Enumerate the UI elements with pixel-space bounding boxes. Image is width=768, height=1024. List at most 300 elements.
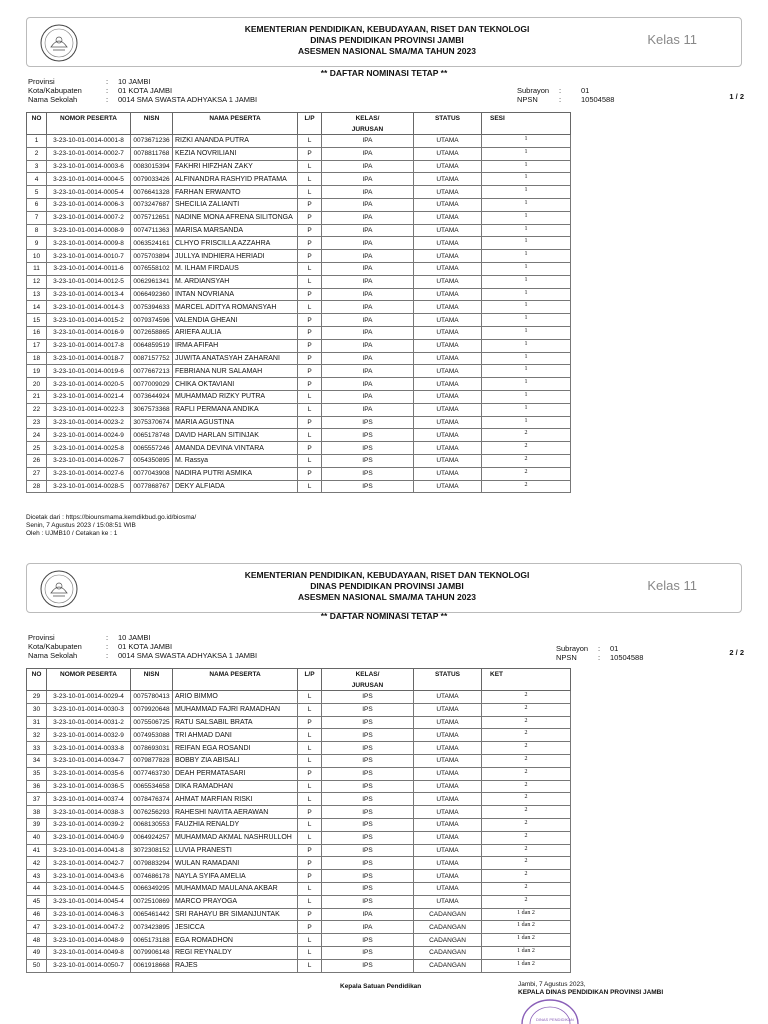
cell-kelas: IPA	[322, 314, 414, 327]
cell-sesi: 1	[482, 390, 571, 403]
cell-status: UTAMA	[414, 314, 482, 327]
cell-nomor-peserta: 3-23-10-01-0014-0041-8	[47, 844, 131, 857]
cell-sesi: 1	[482, 198, 571, 211]
table-row	[27, 716, 571, 729]
table-row	[27, 831, 571, 844]
cell-status: UTAMA	[414, 703, 482, 716]
cell-kelas: IPS	[322, 857, 414, 870]
cell-no: 46	[27, 908, 47, 921]
cell-nisn: 0079906148	[131, 946, 173, 959]
cell-status: UTAMA	[414, 767, 482, 780]
table-row	[27, 442, 571, 455]
header-title	[147, 24, 627, 57]
cell-status: UTAMA	[414, 844, 482, 857]
cell-nisn: 0073671236	[131, 135, 173, 148]
cell-status: UTAMA	[414, 173, 482, 186]
cell-status: UTAMA	[414, 780, 482, 793]
colon: :	[559, 86, 562, 95]
cell-no: 37	[27, 793, 47, 806]
cell-nama: AMANDA DEVINA VINTARA	[173, 442, 298, 455]
cell-nomor-peserta: 3-23-10-01-0014-0033-8	[47, 742, 131, 755]
cell-status: UTAMA	[414, 895, 482, 908]
cell-nomor-peserta: 3-23-10-01-0014-0037-4	[47, 793, 131, 806]
table-row	[27, 275, 571, 288]
table-row	[27, 754, 571, 767]
cell-status: CADANGAN	[414, 921, 482, 934]
cell-lp: P	[298, 844, 322, 857]
cell-nomor-peserta: 3-23-10-01-0014-0012-5	[47, 275, 131, 288]
cell-status: UTAMA	[414, 262, 482, 275]
kota-value: 01 KOTA JAMBI	[118, 642, 173, 651]
sekolah-value: 0014 SMA SWASTA ADHYAKSA 1 JAMBI	[118, 651, 258, 660]
kota-label: Kota/Kabupaten	[28, 86, 82, 95]
cell-no: 22	[27, 403, 47, 416]
cell-kelas: IPS	[322, 934, 414, 947]
cell-nomor-peserta: 3-23-10-01-0014-0009-8	[47, 237, 131, 250]
cell-no: 50	[27, 959, 47, 972]
cell-status: UTAMA	[414, 831, 482, 844]
cell-nama: NAYLA SYIFA AMELIA	[173, 870, 298, 883]
cell-lp: L	[298, 882, 322, 895]
cell-nisn: 0065534658	[131, 780, 173, 793]
cell-lp: L	[298, 754, 322, 767]
cell-nisn: 0062961341	[131, 275, 173, 288]
cell-nisn: 0074711363	[131, 224, 173, 237]
cell-nisn: 3067573368	[131, 403, 173, 416]
cell-nomor-peserta: 3-23-10-01-0014-0016-9	[47, 326, 131, 339]
cell-no: 35	[27, 767, 47, 780]
tut-wuri-handayani-logo-icon	[39, 569, 79, 609]
cell-kelas: IPA	[322, 921, 414, 934]
cell-nomor-peserta: 3-23-10-01-0014-0005-4	[47, 186, 131, 199]
cell-sesi: 2	[482, 442, 571, 455]
cell-nomor-peserta: 3-23-10-01-0014-0019-6	[47, 365, 131, 378]
cell-no: 2	[27, 147, 47, 160]
page-number: 1 / 2	[729, 92, 744, 101]
col-status: STATUS	[414, 113, 482, 135]
header-title	[147, 570, 627, 603]
cell-nama: FARHAN ERWANTO	[173, 186, 298, 199]
cell-nisn: 0079883294	[131, 857, 173, 870]
cell-sesi: 1 dan 2	[482, 946, 571, 959]
cell-sesi: 2	[482, 767, 571, 780]
cell-nama: SHECILIA ZALIANTI	[173, 198, 298, 211]
cell-sesi: 1	[482, 378, 571, 391]
colon: :	[106, 642, 109, 651]
cell-lp: P	[298, 198, 322, 211]
cell-nomor-peserta: 3-23-10-01-0014-0050-7	[47, 959, 131, 972]
cell-nisn: 0072510869	[131, 895, 173, 908]
cell-nisn: 0065178748	[131, 429, 173, 442]
cell-nama: RAFLI PERMANA ANDIKA	[173, 403, 298, 416]
cell-no: 27	[27, 467, 47, 480]
cell-nisn: 3072308152	[131, 844, 173, 857]
cell-no: 20	[27, 378, 47, 391]
colon: :	[598, 653, 601, 662]
cell-nomor-peserta: 3-23-10-01-0014-0036-5	[47, 780, 131, 793]
cell-nomor-peserta: 3-23-10-01-0014-0018-7	[47, 352, 131, 365]
table-row	[27, 959, 571, 972]
cell-nama: JULLYA INDHIERA HERIADI	[173, 250, 298, 263]
cell-nama: REIFAN EGA ROSANDI	[173, 742, 298, 755]
table-row	[27, 288, 571, 301]
kelas-label: Kelas 11	[647, 32, 697, 47]
cell-nisn: 0079374596	[131, 314, 173, 327]
col-jurusan: JURUSAN	[351, 682, 384, 689]
cell-sesi: 2	[482, 754, 571, 767]
cell-nomor-peserta: 3-23-10-01-0014-0030-3	[47, 703, 131, 716]
cell-status: UTAMA	[414, 857, 482, 870]
cell-lp: P	[298, 767, 322, 780]
cell-nomor-peserta: 3-23-10-01-0014-0001-8	[47, 135, 131, 148]
cell-status: UTAMA	[414, 870, 482, 883]
cell-nisn: 0072658865	[131, 326, 173, 339]
cell-nisn: 0078476374	[131, 793, 173, 806]
table-header-row	[27, 113, 571, 135]
cell-lp: L	[298, 703, 322, 716]
cell-kelas: IPA	[322, 352, 414, 365]
cell-no: 8	[27, 224, 47, 237]
cell-kelas: IPA	[322, 237, 414, 250]
cell-sesi: 1	[482, 365, 571, 378]
cell-kelas: IPA	[322, 275, 414, 288]
table-row	[27, 454, 571, 467]
table-row	[27, 416, 571, 429]
cell-nomor-peserta: 3-23-10-01-0014-0004-5	[47, 173, 131, 186]
subrayon-value: 01	[610, 644, 619, 653]
cell-lp: P	[298, 250, 322, 263]
cell-lp: L	[298, 793, 322, 806]
cell-nomor-peserta: 3-23-10-01-0014-0002-7	[47, 147, 131, 160]
cell-nama: WULAN RAMADANI	[173, 857, 298, 870]
cell-nomor-peserta: 3-23-10-01-0014-0015-2	[47, 314, 131, 327]
participant-table	[26, 112, 571, 493]
kadis-label: KEPALA DINAS PENDIDIKAN PROVINSI JAMBI	[518, 989, 664, 996]
cell-nama: RIZKI ANANDA PUTRA	[173, 135, 298, 148]
cell-lp: P	[298, 806, 322, 819]
cell-nomor-peserta: 3-23-10-01-0014-0048-9	[47, 934, 131, 947]
cell-nisn: 0075394633	[131, 301, 173, 314]
colon: :	[106, 95, 109, 104]
cell-lp: L	[298, 186, 322, 199]
cell-sesi: 1 dan 2	[482, 959, 571, 972]
cell-no: 14	[27, 301, 47, 314]
cell-sesi: 1	[482, 224, 571, 237]
cell-nisn: 0066349295	[131, 882, 173, 895]
cell-lp: P	[298, 921, 322, 934]
cell-nomor-peserta: 3-23-10-01-0014-0027-6	[47, 467, 131, 480]
cell-no: 31	[27, 716, 47, 729]
cell-nama: REGI REYNALDY	[173, 946, 298, 959]
colon: :	[559, 95, 562, 104]
table-row	[27, 339, 571, 352]
cell-no: 49	[27, 946, 47, 959]
table-row	[27, 403, 571, 416]
cell-sesi: 1	[482, 275, 571, 288]
cell-nama: MUHAMMAD FAJRI RAMADHAN	[173, 703, 298, 716]
cell-sesi: 2	[482, 429, 571, 442]
print-by: Oleh : UJMB10 / Cetakan ke : 1	[26, 530, 118, 537]
cell-lp: L	[298, 729, 322, 742]
cell-sesi: 2	[482, 729, 571, 742]
cell-nisn: 0073247687	[131, 198, 173, 211]
cell-nama: DIKA RAMADHAN	[173, 780, 298, 793]
col-lp: L/P	[298, 669, 322, 691]
stamp-text: DINAS PENDIDIKAN	[536, 1017, 574, 1022]
table-row	[27, 211, 571, 224]
col-kelas-jurusan	[322, 113, 414, 135]
col-no: NO	[27, 113, 47, 135]
cell-nomor-peserta: 3-23-10-01-0014-0021-4	[47, 390, 131, 403]
cell-lp: L	[298, 429, 322, 442]
cell-lp: L	[298, 262, 322, 275]
table-row	[27, 934, 571, 947]
cell-kelas: IPS	[322, 754, 414, 767]
cell-nomor-peserta: 3-23-10-01-0014-0046-3	[47, 908, 131, 921]
cell-sesi: 1	[482, 211, 571, 224]
cell-status: UTAMA	[414, 365, 482, 378]
cell-sesi: 1	[482, 339, 571, 352]
cell-nama: RAHESHI NAVITA AERAWAN	[173, 806, 298, 819]
cell-nomor-peserta: 3-23-10-01-0014-0014-3	[47, 301, 131, 314]
cell-no: 7	[27, 211, 47, 224]
cell-nomor-peserta: 3-23-10-01-0014-0013-4	[47, 288, 131, 301]
cell-kelas: IPS	[322, 806, 414, 819]
cell-kelas: IPS	[322, 416, 414, 429]
cell-no: 29	[27, 691, 47, 704]
cell-no: 32	[27, 729, 47, 742]
cell-status: UTAMA	[414, 403, 482, 416]
table-row	[27, 882, 571, 895]
colon: :	[106, 77, 109, 86]
cell-no: 11	[27, 262, 47, 275]
cell-nama: NADIRA PUTRI ASMIKA	[173, 467, 298, 480]
cell-nama: NADINE MONA AFRENA SILITONGA	[173, 211, 298, 224]
cell-nama: FAKHRI HIFZHAN ZAKY	[173, 160, 298, 173]
cell-lp: L	[298, 742, 322, 755]
cell-lp: L	[298, 173, 322, 186]
cell-nama: TRI AHMAD DANI	[173, 729, 298, 742]
cell-kelas: IPA	[322, 908, 414, 921]
cell-status: UTAMA	[414, 454, 482, 467]
cell-status: UTAMA	[414, 160, 482, 173]
cell-sesi: 1	[482, 186, 571, 199]
print-info	[26, 514, 196, 538]
cell-nisn: 0077463730	[131, 767, 173, 780]
cell-nisn: 0078693031	[131, 742, 173, 755]
cell-status: UTAMA	[414, 147, 482, 160]
col-kelas-jurusan	[322, 669, 414, 691]
cell-nama: ARIEFA AULIA	[173, 326, 298, 339]
cell-nomor-peserta: 3-23-10-01-0014-0028-5	[47, 480, 131, 493]
table-row	[27, 742, 571, 755]
cell-nomor-peserta: 3-23-10-01-0014-0003-6	[47, 160, 131, 173]
cell-lp: P	[298, 314, 322, 327]
cell-lp: P	[298, 326, 322, 339]
participant-table	[26, 668, 571, 973]
table-row	[27, 198, 571, 211]
cell-status: UTAMA	[414, 754, 482, 767]
cell-kelas: IPA	[322, 365, 414, 378]
cell-nisn: 0068130553	[131, 818, 173, 831]
col-ket: KET	[482, 669, 571, 691]
cell-sesi: 1	[482, 173, 571, 186]
subrayon-info	[556, 644, 643, 662]
cell-kelas: IPA	[322, 224, 414, 237]
cell-lp: L	[298, 390, 322, 403]
print-source: Dicetak dari : https://biounsmama.kemdikbud.go.id/biosma/	[26, 514, 197, 521]
cell-sesi: 2	[482, 818, 571, 831]
cell-no: 26	[27, 454, 47, 467]
cell-nisn: 0063524161	[131, 237, 173, 250]
official-stamp-icon	[512, 994, 582, 1024]
header-line-1: KEMENTERIAN PENDIDIKAN, KEBUDAYAAN, RISET DAN TEKNOLOGI	[244, 570, 530, 580]
kota-label: Kota/Kabupaten	[28, 642, 82, 651]
cell-nomor-peserta: 3-23-10-01-0014-0006-3	[47, 198, 131, 211]
cell-sesi: 1	[482, 250, 571, 263]
table-row	[27, 326, 571, 339]
col-nisn: NISN	[131, 669, 173, 691]
table-row	[27, 135, 571, 148]
cell-nisn: 0066492360	[131, 288, 173, 301]
table-row	[27, 224, 571, 237]
cell-status: UTAMA	[414, 416, 482, 429]
cell-nisn: 0061918668	[131, 959, 173, 972]
cell-lp: L	[298, 480, 322, 493]
table-row	[27, 703, 571, 716]
table-row	[27, 818, 571, 831]
cell-nomor-peserta: 3-23-10-01-0014-0049-8	[47, 946, 131, 959]
cell-kelas: IPS	[322, 780, 414, 793]
cell-kelas: IPA	[322, 135, 414, 148]
cell-nama: MARCEL ADITYA ROMANSYAH	[173, 301, 298, 314]
cell-no: 34	[27, 754, 47, 767]
tut-wuri-handayani-logo-icon	[39, 23, 79, 63]
cell-kelas: IPS	[322, 793, 414, 806]
cell-nomor-peserta: 3-23-10-01-0014-0023-2	[47, 416, 131, 429]
cell-nama: FEBRIANA NUR SALAMAH	[173, 365, 298, 378]
cell-nama: DEKY ALFIADA	[173, 480, 298, 493]
cell-status: UTAMA	[414, 211, 482, 224]
cell-nama: CLHYO FRISCILLA AZZAHRA	[173, 237, 298, 250]
table-row	[27, 729, 571, 742]
kota-value: 01 KOTA JAMBI	[118, 86, 173, 95]
cell-lp: P	[298, 857, 322, 870]
cell-no: 48	[27, 934, 47, 947]
cell-nisn: 0076558102	[131, 262, 173, 275]
cell-status: UTAMA	[414, 326, 482, 339]
cell-nama: DAVID HARLAN SITINJAK	[173, 429, 298, 442]
cell-sesi: 1	[482, 147, 571, 160]
cell-lp: L	[298, 934, 322, 947]
cell-status: CADANGAN	[414, 959, 482, 972]
cell-nisn: 0073423895	[131, 921, 173, 934]
colon: :	[106, 633, 109, 642]
table-row	[27, 806, 571, 819]
cell-kelas: IPS	[322, 742, 414, 755]
cell-lp: L	[298, 895, 322, 908]
cell-sesi: 2	[482, 742, 571, 755]
cell-nomor-peserta: 3-23-10-01-0014-0031-2	[47, 716, 131, 729]
provinsi-value: 10 JAMBI	[118, 633, 151, 642]
cell-nisn: 0076641328	[131, 186, 173, 199]
cell-lp: L	[298, 959, 322, 972]
cell-status: UTAMA	[414, 135, 482, 148]
npsn-value: 10504588	[581, 95, 615, 104]
header-box	[26, 563, 742, 613]
cell-kelas: IPA	[322, 211, 414, 224]
cell-lp: P	[298, 211, 322, 224]
cell-no: 18	[27, 352, 47, 365]
cell-no: 42	[27, 857, 47, 870]
cell-lp: L	[298, 780, 322, 793]
cell-nama: MARIA AGUSTINA	[173, 416, 298, 429]
col-status: STATUS	[414, 669, 482, 691]
cell-sesi: 2	[482, 882, 571, 895]
cell-no: 16	[27, 326, 47, 339]
cell-lp: P	[298, 147, 322, 160]
cell-nisn: 0077868767	[131, 480, 173, 493]
cell-nisn: 0065461442	[131, 908, 173, 921]
cell-nama: INTAN NOVRIANA	[173, 288, 298, 301]
cell-status: UTAMA	[414, 467, 482, 480]
cell-lp: P	[298, 339, 322, 352]
cell-nisn: 0075703894	[131, 250, 173, 263]
cell-no: 30	[27, 703, 47, 716]
cell-status: UTAMA	[414, 339, 482, 352]
subrayon-info	[517, 86, 614, 104]
cell-nama: MUHAMMAD MAULANA AKBAR	[173, 882, 298, 895]
header-line-2: DINAS PENDIDIKAN PROVINSI JAMBI	[310, 35, 464, 45]
table-header-row	[27, 669, 571, 691]
table-row	[27, 378, 571, 391]
cell-nisn: 0079920648	[131, 703, 173, 716]
cell-no: 4	[27, 173, 47, 186]
cell-status: UTAMA	[414, 691, 482, 704]
table-body	[27, 691, 571, 973]
cell-sesi: 1	[482, 326, 571, 339]
colon: :	[598, 644, 601, 653]
cell-lp: L	[298, 301, 322, 314]
cell-kelas: IPS	[322, 818, 414, 831]
cell-kelas: IPS	[322, 946, 414, 959]
cell-nomor-peserta: 3-23-10-01-0014-0007-2	[47, 211, 131, 224]
cell-lp: L	[298, 403, 322, 416]
col-sesi: SESI	[482, 113, 571, 135]
cell-kelas: IPA	[322, 250, 414, 263]
cell-nisn: 0074953088	[131, 729, 173, 742]
cell-nomor-peserta: 3-23-10-01-0014-0044-5	[47, 882, 131, 895]
cell-lp: P	[298, 908, 322, 921]
cell-no: 10	[27, 250, 47, 263]
header-line-3: ASESMEN NASIONAL SMA/MA TAHUN 2023	[298, 592, 476, 602]
cell-kelas: IPA	[322, 339, 414, 352]
cell-kelas: IPA	[322, 262, 414, 275]
cell-lp: L	[298, 454, 322, 467]
cell-nama: ARIO BIMMO	[173, 691, 298, 704]
table-row	[27, 160, 571, 173]
kepala-satuan-label: Kepala Satuan Pendidikan	[340, 983, 422, 990]
cell-nomor-peserta: 3-23-10-01-0014-0020-5	[47, 378, 131, 391]
cell-lp: L	[298, 135, 322, 148]
cell-nama: CHIKA OKTAVIANI	[173, 378, 298, 391]
cell-no: 15	[27, 314, 47, 327]
cell-status: UTAMA	[414, 716, 482, 729]
cell-kelas: IPS	[322, 831, 414, 844]
cell-kelas: IPA	[322, 326, 414, 339]
cell-no: 33	[27, 742, 47, 755]
table-row	[27, 262, 571, 275]
